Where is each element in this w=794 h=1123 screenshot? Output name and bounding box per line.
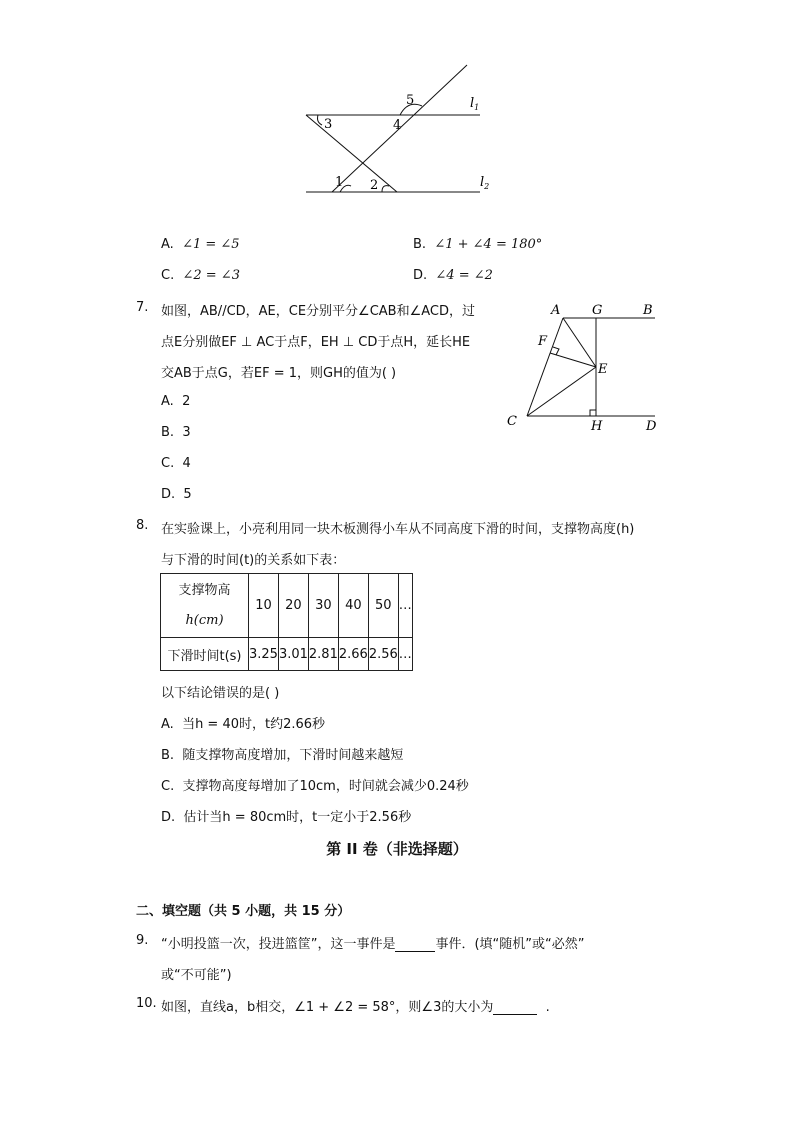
parallel-lines-figure: [0, 0, 794, 200]
angle-label-1: 1: [335, 175, 344, 190]
q7-line-2: 点E分别做EF ⊥ AC于点F，EH ⊥ CD于点H，延长HE: [161, 335, 471, 350]
q8-option-c: C. 支撑物高度每增加了10cm，时间就会减少0.24秒: [161, 779, 469, 794]
q8-prompt: 以下结论错误的是( ): [161, 686, 280, 701]
table-cell: 2.56: [368, 638, 398, 671]
point-label-f: F: [538, 334, 548, 349]
q8-option-d: D. 估计当h = 80cm时，t一定小于2.56秒: [161, 810, 412, 825]
point-label-c: C: [507, 414, 517, 429]
point-label-g: G: [592, 303, 603, 318]
q7-option-d: D. 5: [161, 487, 192, 502]
q9-line-2: 或“不可能”): [161, 968, 232, 983]
q7-line-3: 交AB于点G，若EF = 1，则GH的值为( ): [161, 366, 397, 381]
table-cell: …: [398, 638, 412, 671]
table-cell: …: [398, 574, 412, 638]
q10-answer-blank[interactable]: [493, 1013, 537, 1015]
point-label-e: E: [598, 362, 608, 377]
q9-line-1: “小明投篮一次，投进篮筐”，这一事件是 事件．(填“随机”或“必然”: [161, 937, 585, 952]
point-label-h: H: [591, 419, 603, 434]
table-header-time: 下滑时间t(s): [161, 638, 249, 671]
q7-geometry-figure: [500, 295, 680, 440]
q8-option-b: B. 随支撑物高度增加，下滑时间越来越短: [161, 748, 404, 763]
table-cell: 3.01: [278, 638, 308, 671]
q6-option-a: A. ∠1 = ∠5: [161, 237, 240, 252]
q10-line: 如图，直线a，b相交，∠1 + ∠2 = 58°，则∠3的大小为 .: [161, 1000, 550, 1015]
q6-option-c: C. ∠2 = ∠3: [161, 268, 240, 283]
table-row: [161, 638, 413, 671]
table-cell: 3.25: [249, 638, 279, 671]
table-cell: 40: [338, 574, 368, 638]
table-cell: 2.66: [338, 638, 368, 671]
angle-label-3: 3: [324, 117, 333, 132]
angle-label-5: 5: [406, 93, 415, 108]
q6-option-d: D. ∠4 = ∠2: [413, 268, 493, 283]
line-label-l1: $l_1$: [470, 96, 480, 112]
q8-line-1: 在实验课上，小亮利用同一块木板测得小车从不同高度下滑的时间，支撑物高度(h): [161, 522, 635, 537]
section-title: 第 II 卷（非选择题）: [326, 840, 468, 858]
q7-option-c: C. 4: [161, 456, 191, 471]
q8-option-a: A. 当h = 40时，t约2.66秒: [161, 717, 326, 732]
q8-line-2: 与下滑的时间(t)的关系如下表：: [161, 553, 346, 568]
point-label-a: A: [551, 303, 561, 318]
point-label-d: D: [646, 419, 657, 434]
line-label-l2: $l_2$: [480, 175, 490, 191]
table-cell: 20: [278, 574, 308, 638]
angle-label-4: 4: [393, 118, 402, 133]
part-heading: 二、填空题（共 5 小题，共 15 分）: [136, 904, 351, 919]
table-row: [161, 574, 413, 638]
table-cell: 2.81: [308, 638, 338, 671]
q7-line-1: 如图，AB//CD，AE，CE分别平分∠CAB和∠ACD，过: [161, 304, 476, 319]
angle-label-2: 2: [370, 178, 379, 193]
table-header-height: 支撑物高 h(cm): [161, 574, 249, 638]
table-cell: 30: [308, 574, 338, 638]
point-label-b: B: [643, 303, 653, 318]
q7-number: 7.: [136, 300, 149, 315]
table-cell: 10: [249, 574, 279, 638]
q7-option-b: B. 3: [161, 425, 191, 440]
table-cell: 50: [368, 574, 398, 638]
q7-option-a: A. 2: [161, 394, 191, 409]
q6-option-b: B. ∠1 + ∠4 = 180°: [413, 237, 543, 252]
q9-number: 9.: [136, 933, 149, 948]
q9-answer-blank[interactable]: [395, 950, 435, 952]
q8-number: 8.: [136, 518, 149, 533]
q10-number: 10.: [136, 996, 157, 1011]
q8-data-table: [160, 573, 413, 671]
